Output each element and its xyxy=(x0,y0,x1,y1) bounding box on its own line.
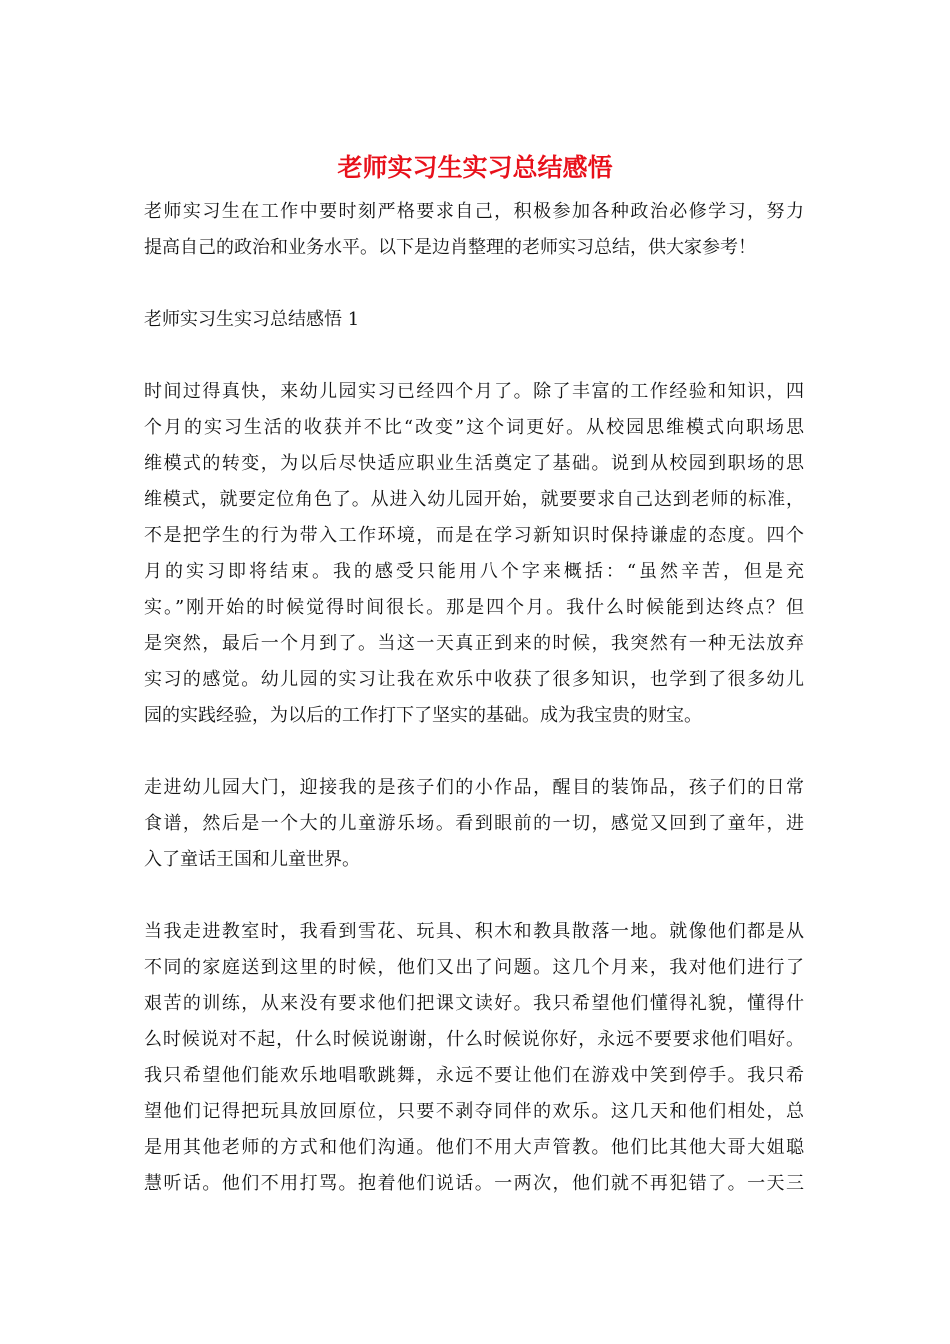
body-paragraph-3 xyxy=(144,914,804,1202)
paragraph-line: 我只希望他们能欢乐地唱歌跳舞，永远不要让他们在游戏中笑到停手。我只希 xyxy=(144,1065,804,1086)
paragraph-gap xyxy=(144,878,804,914)
paragraph-line: 时间过得真快，来幼儿园实习已经四个月了。除了丰富的工作经验和知识，四 xyxy=(144,381,804,402)
intro-line: 老师实习生在工作中要时刻严格要求自己，积极参加各种政治必修学习，努力 xyxy=(144,201,804,222)
document-title: 老师实习生实习总结感悟 xyxy=(337,153,613,182)
section-heading xyxy=(144,302,804,338)
paragraph-line: 实习的感觉。幼儿园的实习让我在欢乐中收获了很多知识，也学到了很多幼儿 xyxy=(144,669,804,690)
document-body xyxy=(144,194,804,1202)
paragraph-gap xyxy=(144,338,804,374)
paragraph-line: 个月的实习生活的收获并不比“改变”这个词更好。从校园思维模式向职场思 xyxy=(144,417,804,438)
section-heading-text: 老师实习生实习总结感悟 1 xyxy=(144,309,360,330)
paragraph-line: 维模式，就要定位角色了。从进入幼儿园开始，就要要求自己达到老师的标准， xyxy=(144,489,804,510)
paragraph-line: 维模式的转变，为以后尽快适应职业生活奠定了基础。说到从校园到职场的思 xyxy=(144,453,804,474)
intro-paragraph xyxy=(144,194,804,266)
paragraph-line: 艰苦的训练，从来没有要求他们把课文读好。我只希望他们懂得礼貌，懂得什 xyxy=(144,993,804,1014)
paragraph-line: 不是把学生的行为带入工作环境，而是在学习新知识时保持谦虚的态度。四个 xyxy=(144,525,804,546)
paragraph-gap xyxy=(144,266,804,302)
body-paragraph-2 xyxy=(144,770,804,878)
body-paragraph-1 xyxy=(144,374,804,734)
paragraph-line: 么时候说对不起，什么时候说谢谢，什么时候说你好，永远不要要求他们唱好。 xyxy=(144,1029,804,1050)
paragraph-line: 食谱，然后是一个大的儿童游乐场。看到眼前的一切，感觉又回到了童年，进 xyxy=(144,813,804,834)
paragraph-line: 月的实习即将结束。我的感受只能用八个字来概括：“虽然辛苦，但是充 xyxy=(144,561,804,582)
paragraph-line: 是突然，最后一个月到了。当这一天真正到来的时候，我突然有一种无法放弃 xyxy=(144,633,804,654)
paragraph-gap xyxy=(144,734,804,770)
intro-line: 提高自己的政治和业务水平。以下是边肖整理的老师实习总结，供大家参考！ xyxy=(144,237,756,258)
paragraph-line: 当我走进教室时，我看到雪花、玩具、积木和教具散落一地。就像他们都是从 xyxy=(144,921,804,942)
paragraph-line: 走进幼儿园大门，迎接我的是孩子们的小作品，醒目的装饰品，孩子们的日常 xyxy=(144,777,804,798)
paragraph-line: 望他们记得把玩具放回原位，只要不剥夺同伴的欢乐。这几天和他们相处，总 xyxy=(144,1101,804,1122)
paragraph-line: 园的实践经验，为以后的工作打下了坚实的基础。成为我宝贵的财宝。 xyxy=(144,705,702,726)
paragraph-line: 入了童话王国和儿童世界。 xyxy=(144,849,360,870)
paragraph-line: 实。”刚开始的时候觉得时间很长。那是四个月。我什么时候能到达终点？但 xyxy=(144,597,804,618)
paragraph-line: 不同的家庭送到这里的时候，他们又出了问题。这几个月来，我对他们进行了 xyxy=(144,957,804,978)
paragraph-line: 是用其他老师的方式和他们沟通。他们不用大声管教。他们比其他大哥大姐聪 xyxy=(144,1137,804,1158)
paragraph-line: 慧听话。他们不用打骂。抱着他们说话。一两次，他们就不再犯错了。一天三 xyxy=(144,1173,804,1194)
